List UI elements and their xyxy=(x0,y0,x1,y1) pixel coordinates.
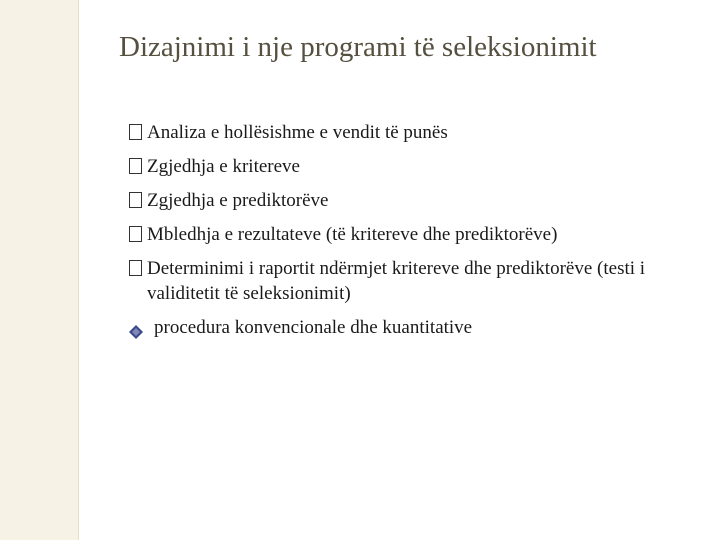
box-bullet-icon xyxy=(129,124,142,140)
bullet-text: Analiza e hollësishme e vendit të punës xyxy=(147,122,448,143)
box-bullet-icon xyxy=(129,158,142,174)
box-bullet-icon xyxy=(129,226,142,242)
bullet-item xyxy=(129,188,689,213)
bullet-item xyxy=(129,315,689,340)
bullet-item xyxy=(129,154,689,179)
box-bullet-icon xyxy=(129,192,142,208)
bullet-text: Mbledhja e rezultateve (të kritereve dhe prediktorëve) xyxy=(147,224,558,245)
left-decorative-band xyxy=(0,0,79,540)
bullet-text: Zgjedhja e kritereve xyxy=(147,156,300,177)
bullet-item xyxy=(129,256,689,306)
bullet-item xyxy=(129,222,689,247)
bullet-text: Determinimi i raportit ndërmjet kritereve dhe prediktorëve (testi i validitetit të seleksionimit) xyxy=(147,258,646,304)
bullet-item xyxy=(129,120,689,145)
diamond-bullet-icon xyxy=(129,321,143,335)
slide-title: Dizajnimi i nje programi të seleksionimit xyxy=(119,31,597,63)
bullet-list xyxy=(129,120,689,349)
box-bullet-icon xyxy=(129,260,142,276)
bullet-text: procedura konvencionale dhe kuantitative xyxy=(154,317,473,338)
bullet-text: Zgjedhja e prediktorëve xyxy=(147,190,329,211)
